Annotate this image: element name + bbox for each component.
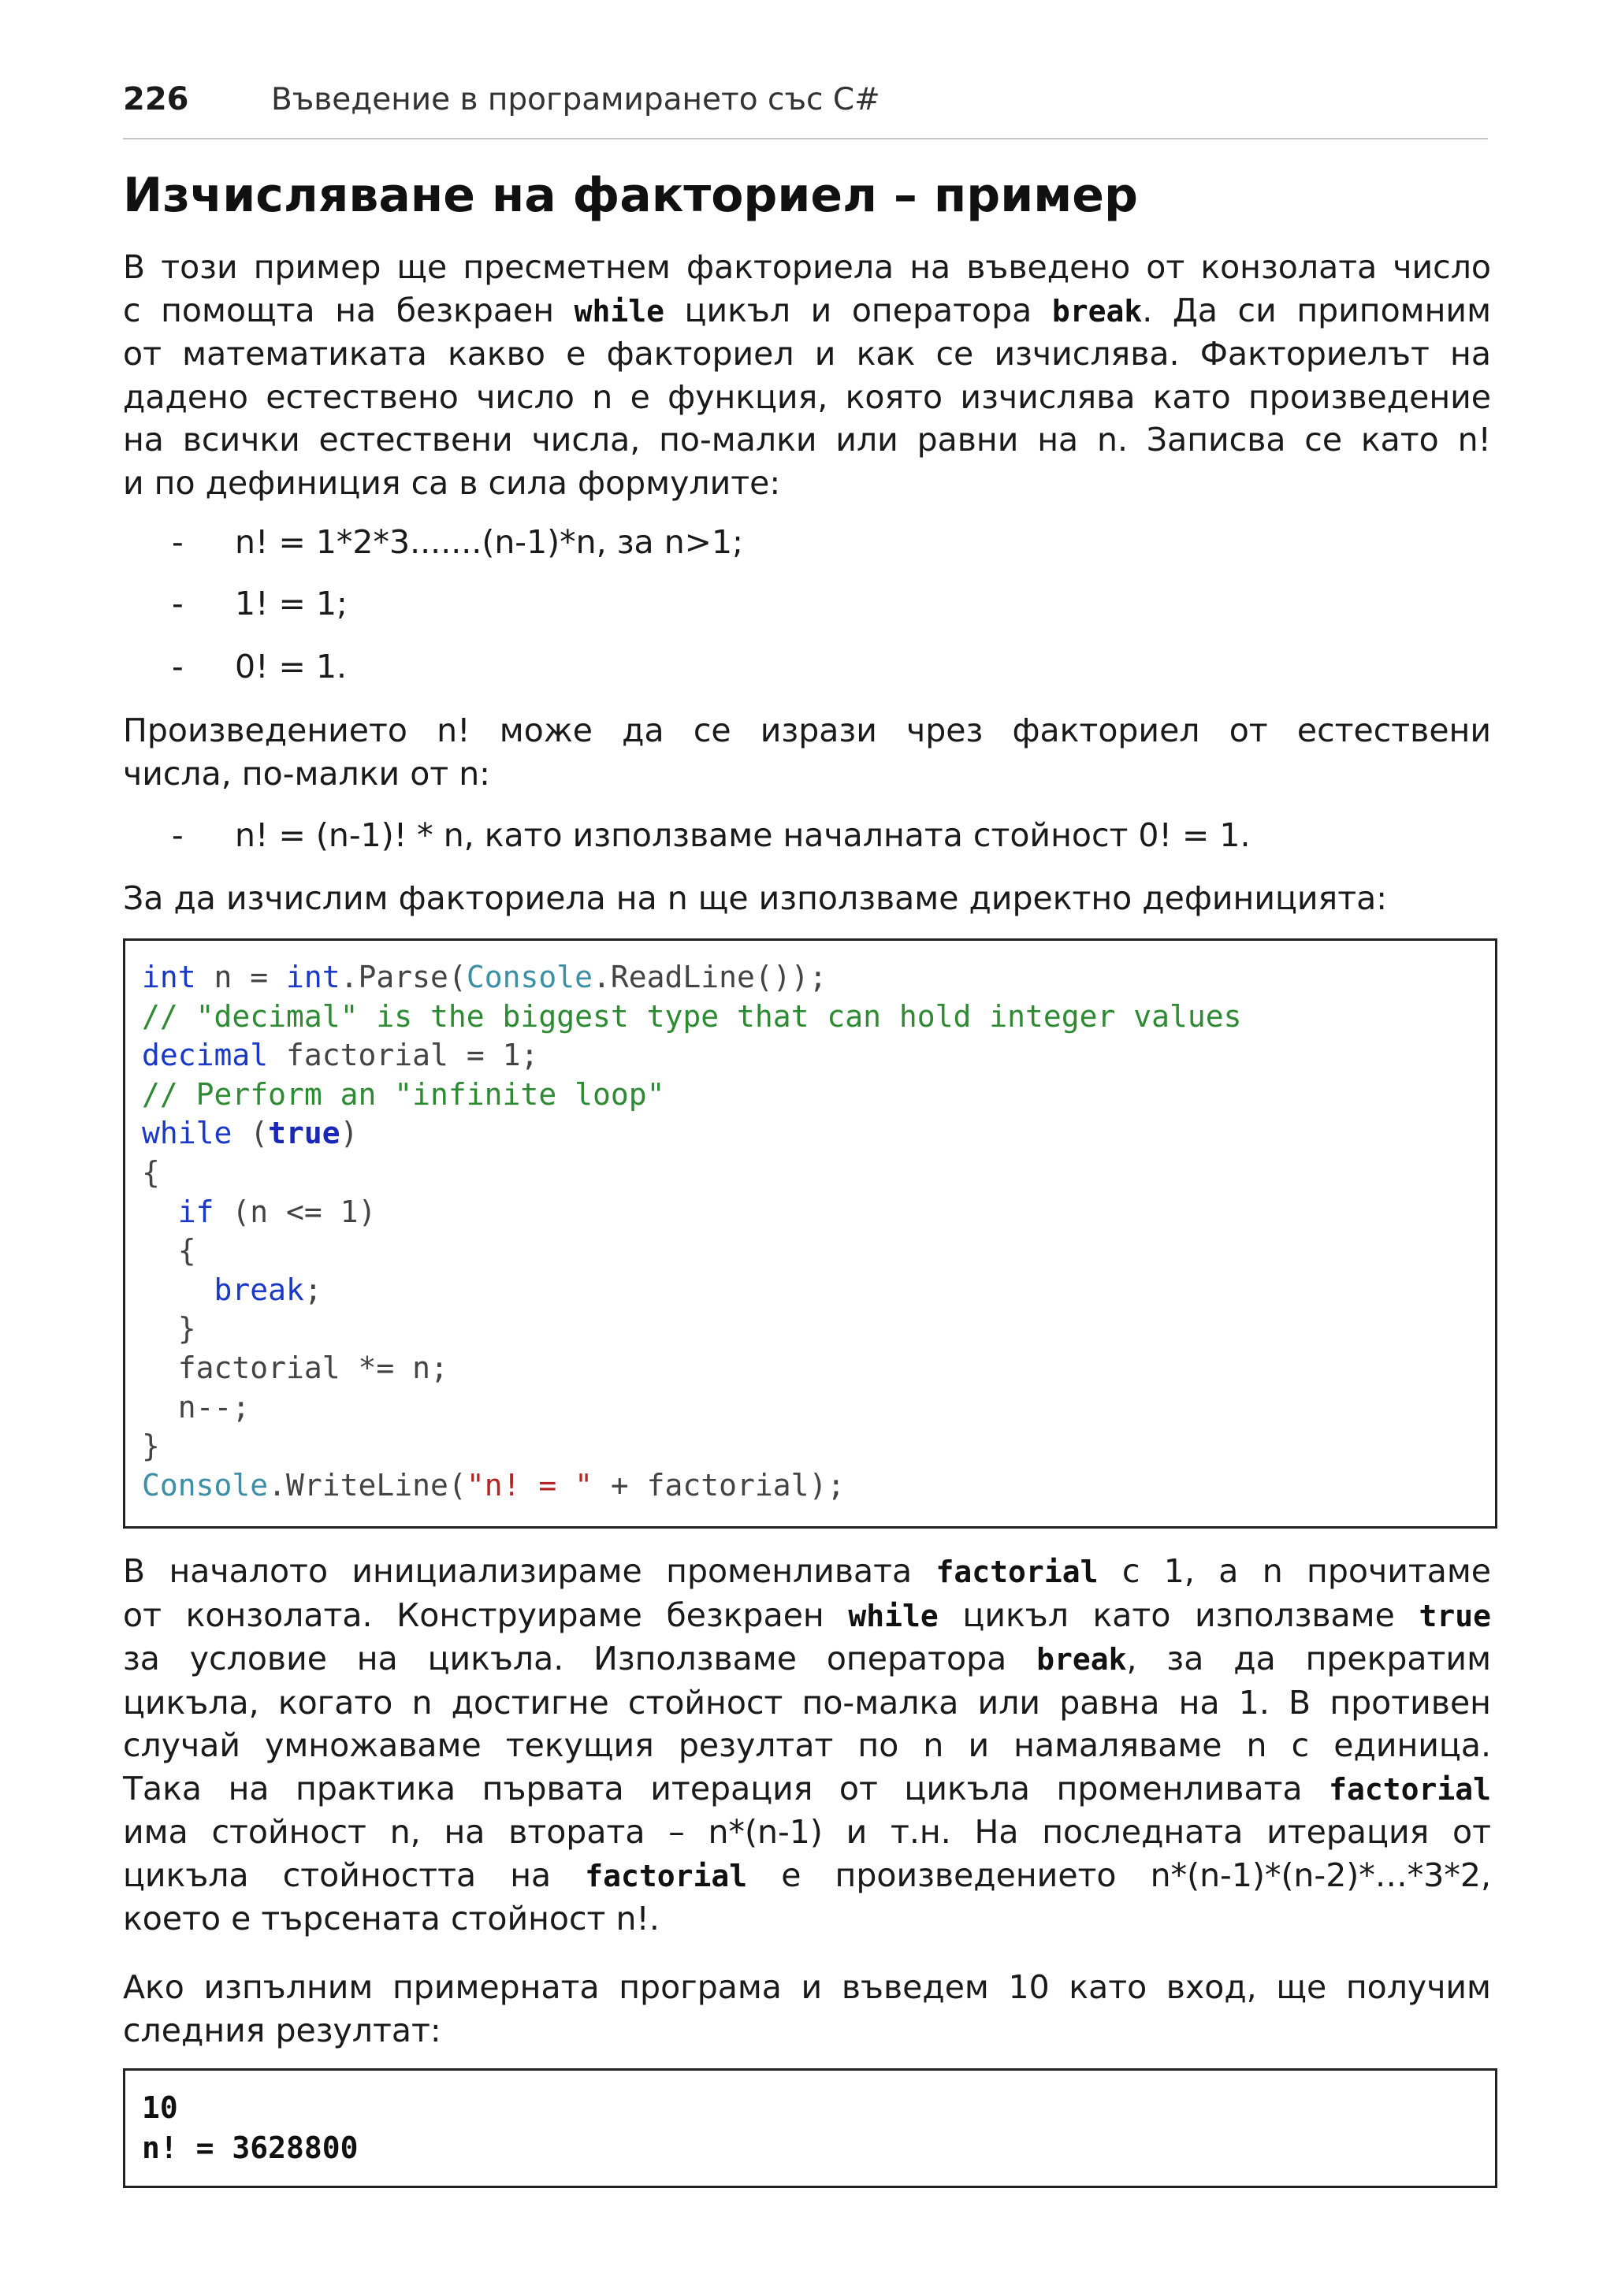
formula-text: 0! = 1. (235, 648, 348, 685)
text-line: с помощта на безкраен while цикъл и оператора break. Да си припомним (123, 291, 1491, 329)
explanation-paragraph (123, 1550, 1491, 1941)
text-line: за условие на цикъла. Използваме оператора break, за да прекратим (123, 1640, 1491, 1677)
formula-text: n! = (n-1)! * n, като използваме началната стойност 0! = 1. (235, 816, 1251, 854)
code-listing: int n = int.Parse(Console.ReadLine()); // "decimal" is the biggest type that can hold integer values decimal factorial = 1; // Perform an "infinite loop" while (true) { if (n <= 1) { break; } factorial *= n; n--; } Console.WriteLine("n! = " + factorial); (142, 960, 1242, 1503)
text-line: от конзолата. Конструираме безкраен while цикъл като използваме true (123, 1596, 1491, 1634)
text-line: цикъла, когато n достигне стойност по-малка или равна на 1. В противен (123, 1683, 1491, 1722)
text-line: от математиката какво е факториел и как се изчислява. Факториелът на (123, 335, 1491, 373)
paragraph (123, 877, 1491, 920)
book-title: Въведение в програмирането със C# (271, 82, 880, 117)
inline-code: factorial (935, 1555, 1099, 1589)
program-output: 10 n! = 3628800 (142, 2090, 359, 2165)
inline-code: while (848, 1598, 939, 1633)
section-title: Изчисляване на факториел – пример (123, 168, 1138, 223)
inline-code: while (574, 293, 664, 329)
bullet-dash: - (172, 523, 184, 561)
text-line: което е търсената стойност n!. (123, 1900, 660, 1937)
inline-code: factorial (585, 1858, 748, 1893)
text-line: числа, по-малки от n: (123, 754, 490, 793)
paragraph (123, 1966, 1491, 2052)
inline-code: true (1419, 1598, 1491, 1633)
text-line: В началото инициализираме променливата factorial с 1, а n прочитаме (123, 1552, 1492, 1590)
bullet-dash: - (172, 585, 184, 622)
formula-item (172, 816, 1250, 854)
formula-text: 1! = 1; (235, 585, 348, 622)
page-number: 226 (123, 81, 189, 117)
text-line: В този пример ще пресметнем факториела на въведено от конзолата число (123, 248, 1491, 286)
text-line: случай умножаваме текущия резултат по n и намаляваме n с единица. (123, 1726, 1491, 1764)
intro-paragraph (123, 246, 1491, 504)
text-line: Произведението n! може да се изрази чрез факториел от естествени (123, 711, 1491, 749)
inline-code: factorial (1329, 1771, 1491, 1807)
text-line: следния резултат: (123, 2011, 441, 2049)
page-header (123, 81, 1488, 139)
inline-code: break (1051, 293, 1143, 329)
text-line: За да изчислим факториела на n ще използваме директно дефиницията: (123, 879, 1388, 917)
text-line: дадено естествено число n е функция, която изчислява като произведение (123, 377, 1491, 416)
text-line: има стойност n, на втората – n*(n-1) и т.н. На последната итерация от (123, 1813, 1491, 1851)
bullet-dash: - (172, 648, 184, 685)
text-line: на всички естествени числа, по-малки или равни на n. Записва се като n! (123, 421, 1491, 459)
text-line: Така на практика първата итерация от цикъла променливата factorial (123, 1769, 1491, 1807)
bullet-dash: - (172, 816, 184, 854)
formula-item (172, 585, 348, 622)
inline-code: break (1036, 1642, 1127, 1677)
text-line: цикъла стойността на factorial е произведението n*(n-1)*(n-2)*…*3*2, (123, 1856, 1491, 1894)
formula-item (172, 648, 347, 685)
formula-text: n! = 1*2*3.......(n-1)*n, за n>1; (235, 523, 743, 561)
paragraph (123, 709, 1491, 795)
formula-item (172, 523, 743, 561)
text-line: и по дефиниция са в сила формулите: (123, 463, 781, 502)
text-line: Ако изпълним примерната програма и въведем 10 като вход, ще получим (123, 1968, 1491, 2006)
